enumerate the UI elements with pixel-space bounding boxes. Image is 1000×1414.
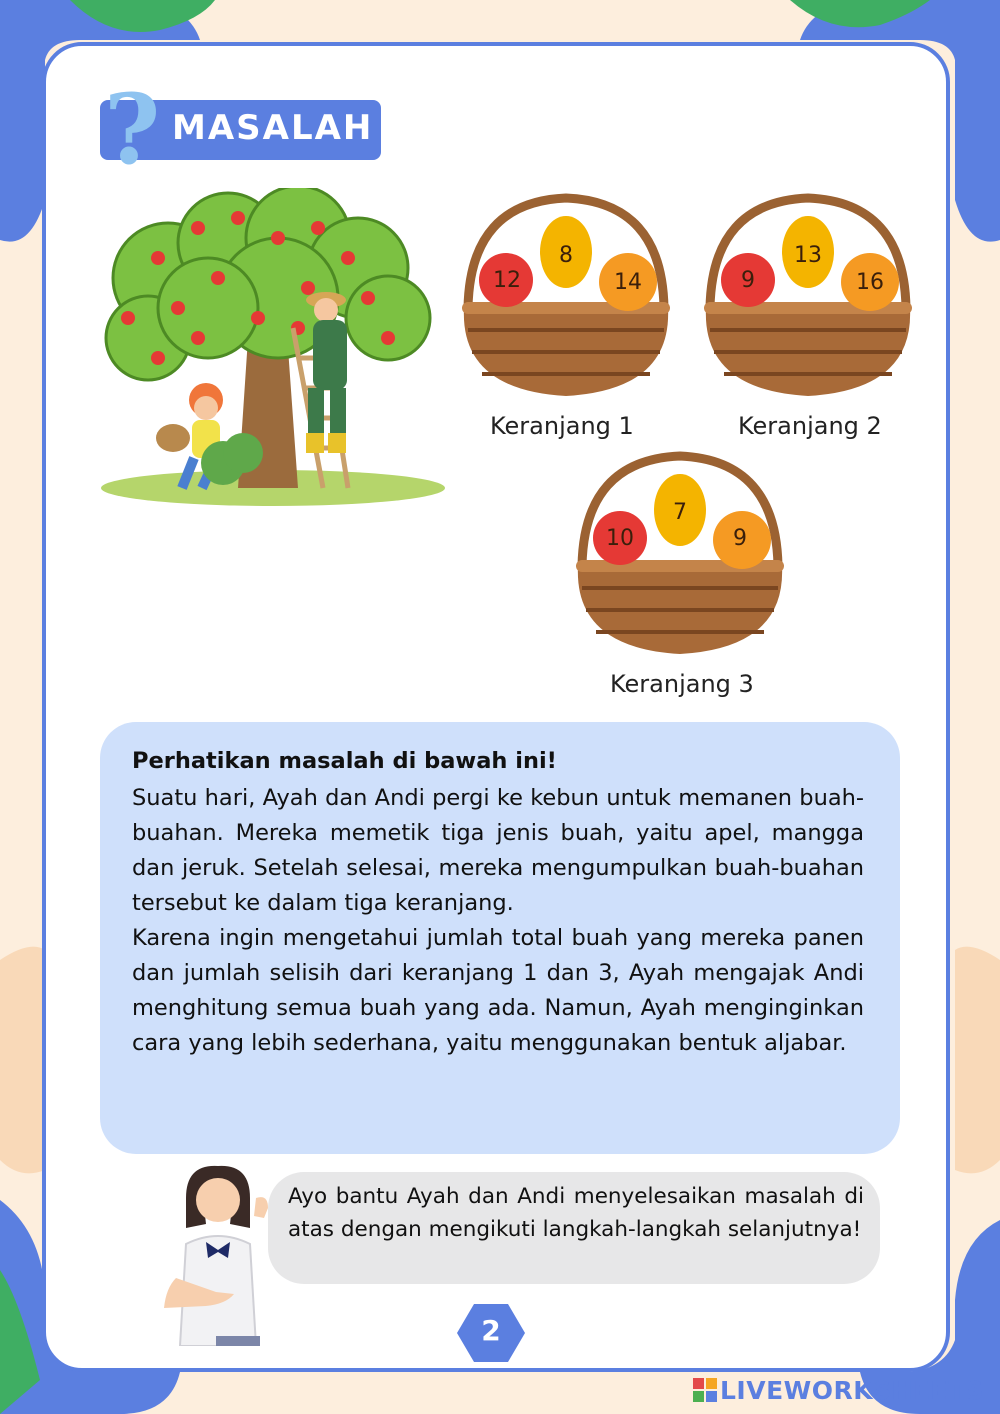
problem-paragraph-2: Karena ingin mengetahui jumlah total buah yang mereka panen dan jumlah selisih dari keranjang 1 dan 3, Ayah mengajak Andi menghitung semua buah yang ada. Namun, Ayah menginginkan cara yang lebih sederhana, yaitu menggunakan bentuk aljabar. — [132, 925, 864, 1056]
orange-count-1: 14 — [614, 270, 642, 295]
page-number: 2 — [481, 1314, 501, 1347]
basket-2 — [698, 190, 918, 410]
header-title: MASALAH — [172, 108, 374, 148]
problem-box — [100, 722, 900, 1154]
basket-3-label: Keranjang 3 — [610, 670, 754, 698]
logo-grid-icon — [692, 1377, 718, 1403]
apple-count-3: 10 — [606, 526, 634, 551]
mango-count-3: 7 — [673, 500, 687, 525]
mango-count-1: 8 — [559, 243, 573, 268]
speech-bubble: Ayo bantu Ayah dan Andi menyelesaikan masalah di atas dengan mengikuti langkah-langkah selanjutnya! — [268, 1172, 880, 1284]
problem-title: Perhatikan masalah di bawah ini! — [132, 748, 557, 774]
apple-count-1: 12 — [493, 268, 521, 293]
apple-tree-illustration — [98, 188, 450, 508]
basket-2-label: Keranjang 2 — [738, 412, 882, 440]
liveworksheets-logo — [692, 1372, 984, 1408]
orange-count-2: 16 — [856, 270, 884, 295]
teacher-illustration — [156, 1158, 268, 1346]
watermark-text: LIVEWORKSHEETS — [720, 1375, 985, 1405]
question-mark-icon: ? — [104, 73, 161, 186]
problem-paragraph-1: Suatu hari, Ayah dan Andi pergi ke kebun untuk memanen buah-buahan. Mereka memetik tiga jenis buah, yaitu apel, mangga dan jeruk. Setelah selesai, mereka mengumpulkan buah-buahan tersebut ke dalam tiga keranjang. — [132, 785, 864, 916]
basket-1 — [456, 190, 676, 410]
basket-3 — [570, 448, 790, 668]
orange-count-3: 9 — [733, 526, 747, 551]
apple-count-2: 9 — [741, 268, 755, 293]
basket-1-label: Keranjang 1 — [490, 412, 634, 440]
mango-count-2: 13 — [794, 243, 822, 268]
